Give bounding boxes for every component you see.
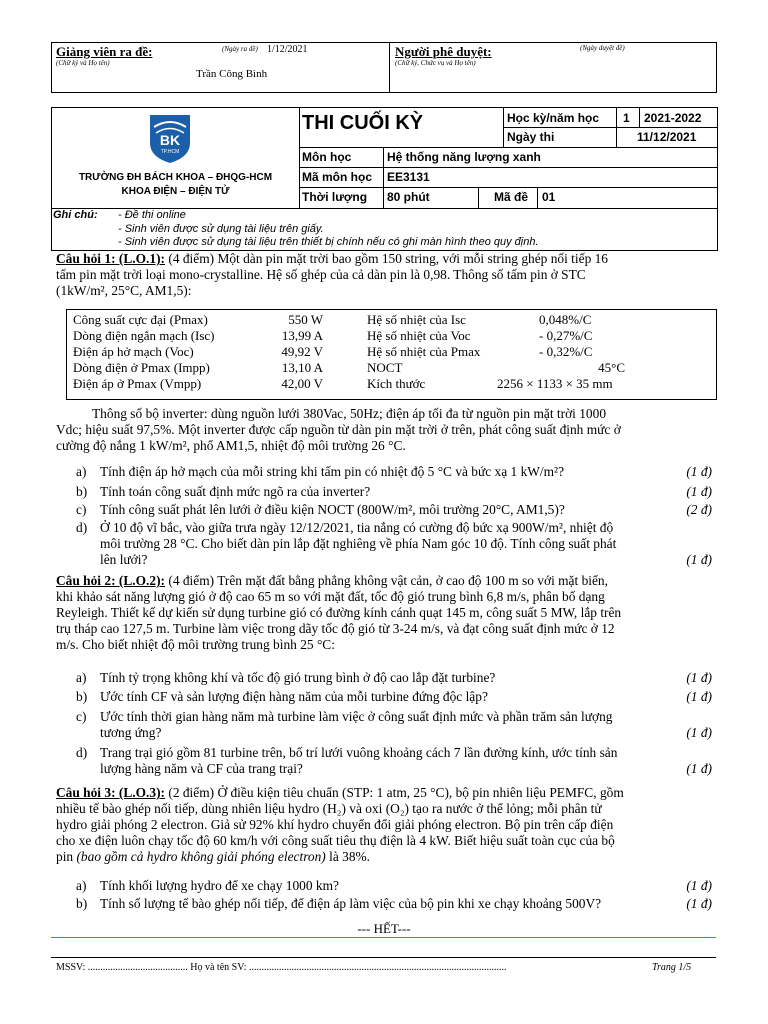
spec-value: 49,92 V: [281, 344, 323, 359]
panel-spec-table: [66, 309, 717, 400]
spec-value: 13,10 A: [281, 360, 323, 375]
year-value: 2021-2022: [644, 111, 702, 125]
inverter-spec: [56, 406, 716, 454]
logo-text: BK: [159, 132, 181, 148]
q2-item: [76, 745, 712, 777]
duration-value: 80 phút: [387, 190, 430, 204]
question-2-text: Reyleigh. Thiết kế dự kiến sử dụng turbine gió có đường kính cánh quạt 145 m, công suất 5 MW, lắp trên: [56, 605, 622, 620]
question-2-intro: [56, 573, 716, 653]
spec-value: - 0,32%/C: [539, 344, 593, 359]
header-row-line: [503, 127, 717, 128]
course-code-label: Mã môn học: [302, 170, 373, 184]
q2-item-points: (1 đ): [686, 689, 712, 704]
question-2-text: (4 điểm) Trên mặt đất bằng phẳng không vật cản, ở cao độ 100 m so với mặt biển,: [168, 573, 608, 588]
q1-item-key: b): [76, 484, 88, 499]
q2-item-key: a): [76, 670, 87, 685]
q2-item-points: (1 đ): [686, 725, 712, 740]
spec-value: 550 W: [288, 312, 323, 327]
question-3-text: cho xe điện luôn chạy tốc độ 60 km/h với công suất tiêu thụ điện là 4 kW. Biết hiệu suất toàn cục của bộ: [56, 833, 615, 848]
q2-item-key: c): [76, 709, 87, 724]
exam-code: 01: [542, 190, 556, 204]
lecturer-sig-hint: (Chữ ký và Họ tên): [56, 59, 110, 67]
question-3-text: pin: [56, 849, 77, 864]
q2-item-text: Ước tính thời gian hàng năm mà turbine làm việc ở công suất định mức và phần trăm sản lượng: [100, 709, 613, 724]
inverter-text: Vdc; hiệu suất 97,5%. Một inverter được cấp nguồn từ dàn pin mặt trời ở trên, phát công suất định mức ở: [56, 422, 621, 437]
q3-item-text: Tính khối lượng hydro để xe chạy 1000 km?: [100, 878, 339, 893]
exam-header: [51, 107, 718, 209]
note-item: - Sinh viên được sử dụng tài liệu trên thiết bị chính nếu có ghi màn hình theo quy định.: [118, 236, 539, 248]
question-2-text: khi khảo sát năng lượng gió ở độ cao 65 m so với mặt đất, tốc độ gió trung bình 6,8 m/s, phân bố dạng: [56, 589, 605, 604]
question-1-text: tấm pin mặt trời loại mono-crystalline. Hệ số ghép của cả dàn pin là 0,98. Thông số tấm pin ở STC: [56, 267, 586, 282]
q2-item-text: lượng hàng năm và CF của trang trại?: [100, 761, 303, 776]
question-3-title: Câu hỏi 3: (L.O.3):: [56, 785, 165, 800]
notes-label: Ghi chú:: [53, 209, 98, 221]
duration-label: Thời lượng: [302, 190, 368, 204]
header-col-line: [537, 187, 538, 208]
q1-item-text: Tính toán công suất định mức ngõ ra của inverter?: [100, 484, 371, 499]
question-2-title: Câu hỏi 2: (L.O.2):: [56, 573, 165, 588]
header-col-line: [616, 127, 617, 147]
end-marker: --- HẾT---: [357, 921, 411, 936]
school-logo: [146, 113, 194, 165]
question-2-text: m/s. Cho biết nhiệt độ môi trường trung bình 25 °C:: [56, 637, 335, 652]
approver-label: Người phê duyệt:: [395, 44, 492, 59]
question-1-text: (1kW/m², 25°C, AM1,5):: [56, 283, 192, 298]
spec-name: Hệ số nhiệt của Pmax: [367, 344, 481, 359]
subject-label: Môn học: [302, 150, 352, 164]
course-code: EE3131: [387, 170, 430, 184]
q2-item: [76, 709, 712, 741]
question-1-title: Câu hỏi 1: (L.O.1):: [56, 251, 165, 266]
header-row-line: [299, 187, 717, 188]
spec-name: Hệ số nhiệt của Isc: [367, 312, 466, 327]
lecturer-date-hint: (Ngày ra đề): [222, 45, 258, 53]
subject-value: Hệ thống năng lượng xanh: [387, 150, 541, 164]
question-1-text: (4 điểm) Một dàn pin mặt trời bao gồm 150 string, với mỗi string ghép nối tiếp 16: [168, 251, 609, 266]
q1-item-points: (1 đ): [686, 552, 712, 567]
header-col-line: [616, 108, 617, 127]
header-row-line: [299, 167, 717, 168]
q3-item-key: b): [76, 896, 88, 911]
question-3-text: (2 điểm) Ở điều kiện tiêu chuẩn (STP: 1 atm, 25 °C), bộ pin nhiên liệu PEMFC, gồm: [168, 785, 624, 800]
exam-title: THI CUỐI KỲ: [302, 112, 424, 134]
q1-item-points: (1 đ): [686, 464, 712, 479]
school-name: TRƯỜNG ĐH BÁCH KHOA – ĐHQG-HCM: [78, 172, 273, 183]
inverter-text: cường độ nắng 1 kW/m², phổ AM1,5, nhiệt độ môi trường 26 °C.: [56, 438, 406, 453]
q1-item-key: d): [76, 520, 88, 535]
q3-item-key: a): [76, 878, 87, 893]
question-3-text: nhiều tế bào ghép nối tiếp, dùng nhiên liệu hydro (H₂) và oxi (O₂) tạo ra nước ở thể lỏng; mỗi phân tử: [56, 801, 602, 816]
spec-value: 13,99 A: [281, 328, 323, 343]
header-col-line: [639, 108, 640, 127]
header-col-line: [383, 147, 384, 208]
exam-date-label: Ngày thi: [507, 130, 555, 144]
approver-date-hint: (Ngày duyệt đề): [580, 44, 625, 52]
q1-item: [76, 520, 712, 568]
q1-item-text: môi trường 28 °C. Cho biết dàn pin lắp đặt nghiêng về phía Nam góc 10 độ. Tính công suất phát: [100, 536, 617, 551]
q1-item-text: Ở 10 độ vĩ bắc, vào giữa trưa ngày 12/12/2021, tia nắng có cường độ bức xạ 900W/m², nhiệt độ: [100, 520, 614, 535]
q2-item-text: Trang trại gió gồm 81 turbine trên, bố trí lưới vuông khoảng cách 7 lần đường kính, ước tính sản: [100, 745, 618, 760]
spec-value: 2256 × 1133 × 35 mm: [497, 376, 613, 391]
q2-item-key: b): [76, 689, 88, 704]
faculty-name: KHOA ĐIỆN – ĐIỆN TỬ: [121, 186, 230, 197]
semester-label: Học kỳ/năm học: [507, 111, 600, 125]
q2-item-key: d): [76, 745, 88, 760]
spec-value: 0,048%/C: [539, 312, 592, 327]
question-3-text-italic: (bao gồm cả hydro không giải phóng electron): [76, 849, 326, 864]
spec-value: 45°C: [598, 360, 625, 375]
header-row-line: [299, 147, 717, 148]
q1-item-text: Tính điện áp hở mạch của mỗi string khi tấm pin có nhiệt độ 5 °C và bức xạ 1 kW/m²?: [100, 464, 565, 479]
q2-item-points: (1 đ): [686, 670, 712, 685]
spec-name: Công suất cực đại (Pmax): [73, 312, 208, 327]
spec-name: Dòng điện ở Pmax (Impp): [73, 360, 210, 375]
question-2-text: trụ tháp cao 127,5 m. Turbine làm việc trong dãy tốc độ gió từ 3-24 m/s, và đạt công suất định mức ở 12: [56, 621, 615, 636]
footer-rule: [51, 957, 716, 958]
q1-item-points: (2 đ): [686, 502, 712, 517]
spec-name: Dòng điện ngắn mạch (Isc): [73, 328, 215, 343]
header-divider-v: [299, 108, 300, 208]
spec-value: - 0,27%/C: [539, 328, 593, 343]
spec-name: Kích thước: [367, 376, 426, 391]
q1-item-points: (1 đ): [686, 484, 712, 499]
q2-item-text: Tính tỷ trọng không khí và tốc độ gió trung bình ở độ cao lắp đặt turbine?: [100, 670, 496, 685]
exam-date: 11/12/2021: [637, 130, 697, 144]
spec-name: Điện áp ở Pmax (Vmpp): [73, 376, 202, 391]
semester-value: 1: [623, 111, 630, 125]
q3-item-points: (1 đ): [686, 878, 712, 893]
lecturer-label: Giảng viên ra đề:: [56, 44, 153, 59]
page-number: Trang 1/5: [652, 962, 692, 973]
lecturer-date: 1/12/2021: [267, 44, 308, 55]
signature-divider: [389, 43, 390, 92]
spec-name: NOCT: [367, 360, 403, 375]
question-3-intro: [56, 785, 716, 865]
lecturer-name: Trần Công Bình: [196, 68, 268, 80]
q2-item-text: Ước tính CF và sản lượng điện hàng năm của mỗi turbine đứng độc lập?: [100, 689, 488, 704]
q2-item-text: tương ứng?: [100, 725, 162, 740]
q3-item-text: Tính số lượng tế bào ghép nối tiếp, để điện áp làm việc của bộ pin khi xe chạy khoảng 500V?: [100, 896, 602, 911]
approver-sig-hint: (Chữ ký, Chức vụ và Họ tên): [395, 59, 476, 67]
logo-subtext: TP.HCM: [160, 149, 180, 155]
exam-code-label: Mã đề: [494, 190, 529, 204]
question-3-text: hydro giải phóng 2 electron. Giả sử 92% khí hydro chuyển đổi giải phóng electron. Bộ pin trên cấp điện: [56, 817, 614, 832]
q2-item-points: (1 đ): [686, 761, 712, 776]
header-col-line: [478, 187, 479, 208]
q3-item-points: (1 đ): [686, 896, 712, 911]
spec-value: 42,00 V: [281, 376, 323, 391]
spec-name: Hệ số nhiệt của Voc: [367, 328, 471, 343]
q1-item-text: lên lưới?: [100, 552, 148, 567]
q1-item-key: a): [76, 464, 87, 479]
spec-name: Điện áp hở mạch (Voc): [73, 344, 194, 359]
footer-student-line: MSSV: ........................................ Họ và tên SV: .......................................................................................................: [56, 962, 507, 973]
note-item: - Sinh viên được sử dụng tài liệu trên giấy.: [118, 223, 324, 235]
notes-block: [51, 207, 718, 251]
header-col-line: [503, 108, 504, 147]
note-item: - Đề thi online: [118, 209, 186, 221]
q1-item-text: Tính công suất phát lên lưới ở điều kiện NOCT (800W/m², môi trường 20°C, AM1,5)?: [100, 502, 565, 517]
signature-block: [51, 42, 717, 93]
end-rule: [51, 937, 716, 938]
question-1-intro: [56, 251, 716, 299]
q1-item-key: c): [76, 502, 87, 517]
inverter-text: Thông số bộ inverter: dùng nguồn lưới 380Vac, 50Hz; điện áp tối đa từ nguồn pin mặt trời 1000: [92, 406, 607, 421]
question-3-text: là 38%.: [325, 849, 371, 864]
